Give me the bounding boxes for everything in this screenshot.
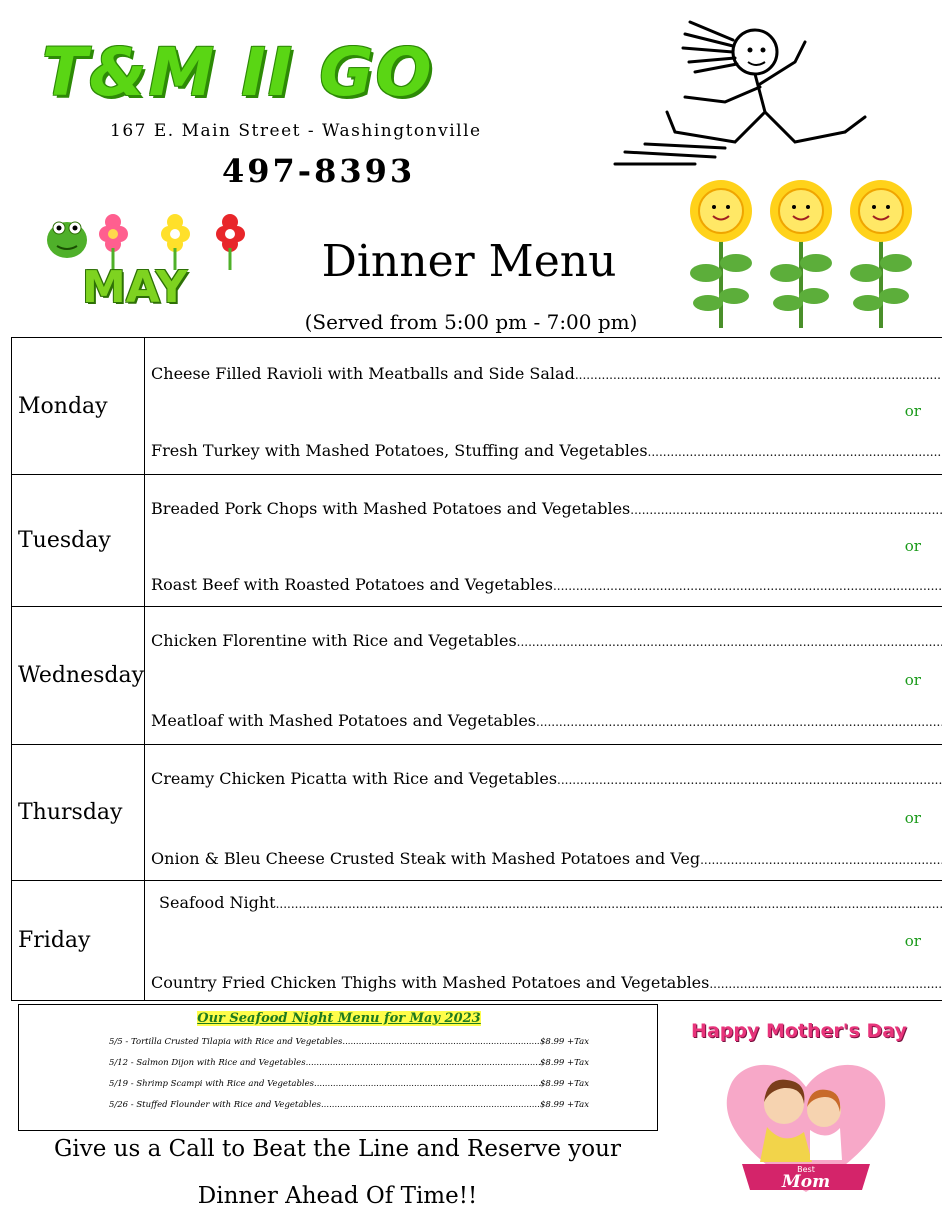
restaurant-logo: T&M II GO (42, 34, 434, 111)
menu-serving-hours: (Served from 5:00 pm - 7:00 pm) (304, 310, 638, 334)
seafood-item: 5/5 - Tortilla Crusted Tilapia with Rice and Vegetables ..... $8.99 +Tax (109, 1037, 589, 1047)
mothers-day-title: Happy Mother's Day (691, 1020, 907, 1042)
menu-item: Onion & Bleu Cheese Crusted Steak with Mashed Potatoes and Veg ..... (151, 845, 942, 870)
menu-row-monday (12, 338, 942, 475)
banner-small-text: Best (797, 1165, 815, 1174)
menu-row-thursday (12, 745, 942, 881)
banner-mom-text: Mom (781, 1172, 831, 1192)
menu-row-friday (12, 881, 942, 1001)
menu-item: Roast Beef with Roasted Potatoes and Vegetables ..... (151, 571, 942, 596)
mother-daughter-heart-icon (712, 1052, 900, 1200)
day-label: Monday (12, 338, 145, 475)
or-separator: or (904, 402, 921, 420)
menu-title: Dinner Menu (321, 236, 617, 287)
menu-item: Cheese Filled Ravioli with Meatballs and Side Salad ..... (151, 360, 942, 385)
menu-item: Breaded Pork Chops with Mashed Potatoes and Vegetables ..... (151, 495, 942, 520)
running-man-icon (605, 12, 890, 167)
seafood-item: 5/26 - Stuffed Flounder with Rice and Vegetables ..... $8.99 +Tax (109, 1100, 589, 1110)
or-separator: or (904, 536, 921, 555)
menu-item: Chicken Florentine with Rice and Vegetables ..... (151, 627, 942, 652)
or-separator: or (904, 932, 921, 950)
day-label: Friday (12, 881, 145, 1001)
seafood-night-box (18, 1004, 658, 1131)
or-separator: or (904, 670, 921, 689)
menu-item: Creamy Chicken Picatta with Rice and Vegetables ..... (151, 765, 942, 790)
day-label: Tuesday (12, 475, 145, 607)
restaurant-phone: 497-8393 (222, 152, 416, 190)
menu-row-tuesday (12, 475, 942, 607)
day-label: Thursday (12, 745, 145, 881)
menu-item: Seafood Night ..... (151, 893, 942, 913)
or-separator: or (904, 808, 921, 827)
seafood-item: 5/19 - Shrimp Scampi with Rice and Vegetables ..... $8.99 +Tax (109, 1079, 589, 1089)
weekly-menu-table (11, 337, 942, 1001)
menu-item: Meatloaf with Mashed Potatoes and Vegetables ..... (151, 707, 942, 732)
menu-row-wednesday (12, 607, 942, 745)
restaurant-address: 167 E. Main Street - Washingtonville (110, 121, 482, 141)
seafood-item: 5/12 - Salmon Dijon with Rice and Vegetables ..... $8.99 +Tax (109, 1058, 589, 1068)
reservation-callout-line1: Give us a Call to Beat the Line and Reserve your (54, 1136, 621, 1162)
day-label: Wednesday (12, 607, 145, 745)
menu-item: Country Fried Chicken Thighs with Mashed Potatoes and Vegetables ..... (151, 969, 942, 994)
seafood-night-title: Our Seafood Night Menu for May 2023 (197, 1011, 481, 1026)
menu-item: Fresh Turkey with Mashed Potatoes, Stuffing and Vegetables ..... (151, 437, 942, 462)
reservation-callout-line2: Dinner Ahead Of Time!! (197, 1183, 478, 1209)
month-label: MAY (82, 262, 188, 313)
